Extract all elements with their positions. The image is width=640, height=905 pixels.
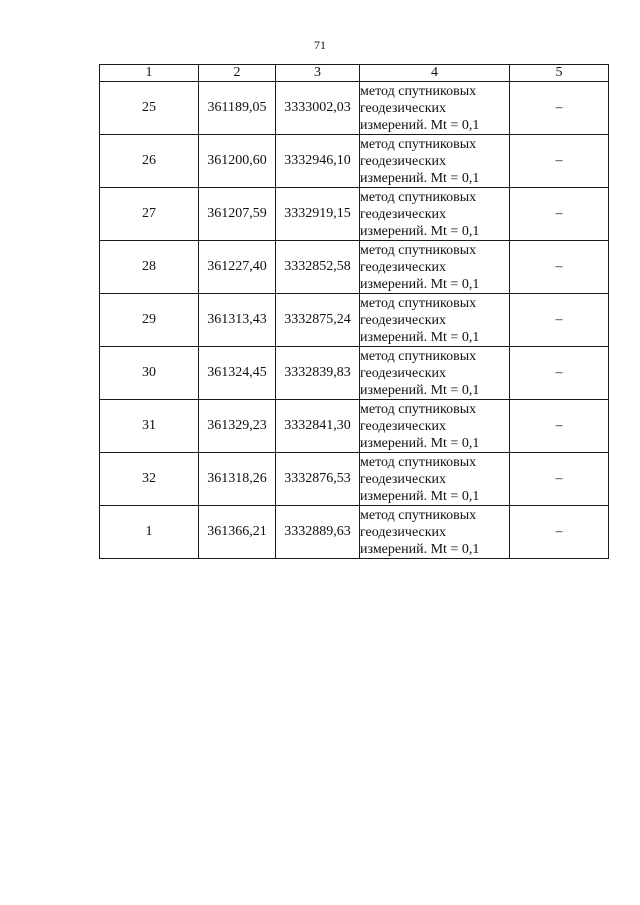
method-text-line: геодезических (360, 524, 447, 540)
table-row (100, 294, 609, 347)
x-coordinate-cell: 361366,21 (199, 506, 276, 559)
y-coordinate-cell: 3332876,53 (276, 453, 360, 506)
y-coordinate-cell: 3333002,03 (276, 82, 360, 135)
coordinates-table (99, 64, 609, 559)
column-5-cell: – (510, 506, 609, 559)
column-5-cell: – (510, 347, 609, 400)
y-coordinate-cell: 3332889,63 (276, 506, 360, 559)
method-text-line: метод спутниковых (360, 348, 477, 364)
column-header-4: 4 (360, 65, 510, 82)
method-text-line: метод спутниковых (360, 454, 477, 470)
method-cell (360, 82, 510, 135)
column-5-cell: – (510, 400, 609, 453)
y-coordinate-cell: 3332841,30 (276, 400, 360, 453)
column-5-cell: – (510, 453, 609, 506)
point-number-cell: 29 (100, 294, 199, 347)
point-number-cell: 28 (100, 241, 199, 294)
method-cell (360, 453, 510, 506)
x-coordinate-cell: 361200,60 (199, 135, 276, 188)
method-text-line: измерений. Mt = 0,1 (360, 435, 480, 451)
method-text-line: измерений. Mt = 0,1 (360, 329, 480, 345)
method-text-line: геодезических (360, 365, 447, 381)
x-coordinate-cell: 361189,05 (199, 82, 276, 135)
method-text-line: измерений. Mt = 0,1 (360, 382, 480, 398)
table-row (100, 82, 609, 135)
point-number-cell: 25 (100, 82, 199, 135)
method-text-line: метод спутниковых (360, 83, 477, 99)
method-cell (360, 347, 510, 400)
method-text-line: метод спутниковых (360, 295, 477, 311)
x-coordinate-cell: 361318,26 (199, 453, 276, 506)
table-row (100, 400, 609, 453)
y-coordinate-cell: 3332839,83 (276, 347, 360, 400)
method-text-line: геодезических (360, 153, 447, 169)
method-text-line: измерений. Mt = 0,1 (360, 488, 480, 504)
point-number-cell: 26 (100, 135, 199, 188)
point-number-cell: 32 (100, 453, 199, 506)
method-cell (360, 241, 510, 294)
page-number: 71 (314, 38, 326, 52)
table-row (100, 453, 609, 506)
x-coordinate-cell: 361207,59 (199, 188, 276, 241)
method-text-line: метод спутниковых (360, 507, 477, 523)
x-coordinate-cell: 361313,43 (199, 294, 276, 347)
table-row (100, 241, 609, 294)
method-text-line: метод спутниковых (360, 136, 477, 152)
column-header-5: 5 (510, 65, 609, 82)
header-row (100, 65, 609, 82)
method-text-line: геодезических (360, 259, 447, 275)
column-5-cell: – (510, 82, 609, 135)
table-body (100, 82, 609, 559)
point-number-cell: 30 (100, 347, 199, 400)
table-row (100, 135, 609, 188)
x-coordinate-cell: 361324,45 (199, 347, 276, 400)
method-text-line: измерений. Mt = 0,1 (360, 276, 480, 292)
method-cell (360, 506, 510, 559)
column-5-cell: – (510, 241, 609, 294)
table-row (100, 347, 609, 400)
method-text-line: измерений. Mt = 0,1 (360, 170, 480, 186)
method-text-line: метод спутниковых (360, 242, 477, 258)
method-text-line: измерений. Mt = 0,1 (360, 223, 480, 239)
method-text-line: измерений. Mt = 0,1 (360, 541, 480, 557)
method-text-line: геодезических (360, 206, 447, 222)
x-coordinate-cell: 361329,23 (199, 400, 276, 453)
column-5-cell: – (510, 135, 609, 188)
y-coordinate-cell: 3332919,15 (276, 188, 360, 241)
method-cell (360, 188, 510, 241)
method-text-line: геодезических (360, 312, 447, 328)
method-text-line: геодезических (360, 100, 447, 116)
point-number-cell: 27 (100, 188, 199, 241)
method-text-line: измерений. Mt = 0,1 (360, 117, 480, 133)
method-cell (360, 294, 510, 347)
method-cell (360, 400, 510, 453)
column-header-3: 3 (276, 65, 360, 82)
method-text-line: геодезических (360, 418, 447, 434)
method-text-line: метод спутниковых (360, 189, 477, 205)
point-number-cell: 31 (100, 400, 199, 453)
y-coordinate-cell: 3332946,10 (276, 135, 360, 188)
method-cell (360, 135, 510, 188)
table-row (100, 188, 609, 241)
x-coordinate-cell: 361227,40 (199, 241, 276, 294)
column-header-1: 1 (100, 65, 199, 82)
method-text-line: геодезических (360, 471, 447, 487)
point-number-cell: 1 (100, 506, 199, 559)
table-row (100, 506, 609, 559)
column-header-2: 2 (199, 65, 276, 82)
table-header (100, 65, 609, 82)
y-coordinate-cell: 3332852,58 (276, 241, 360, 294)
column-5-cell: – (510, 188, 609, 241)
method-text-line: метод спутниковых (360, 401, 477, 417)
y-coordinate-cell: 3332875,24 (276, 294, 360, 347)
column-5-cell: – (510, 294, 609, 347)
